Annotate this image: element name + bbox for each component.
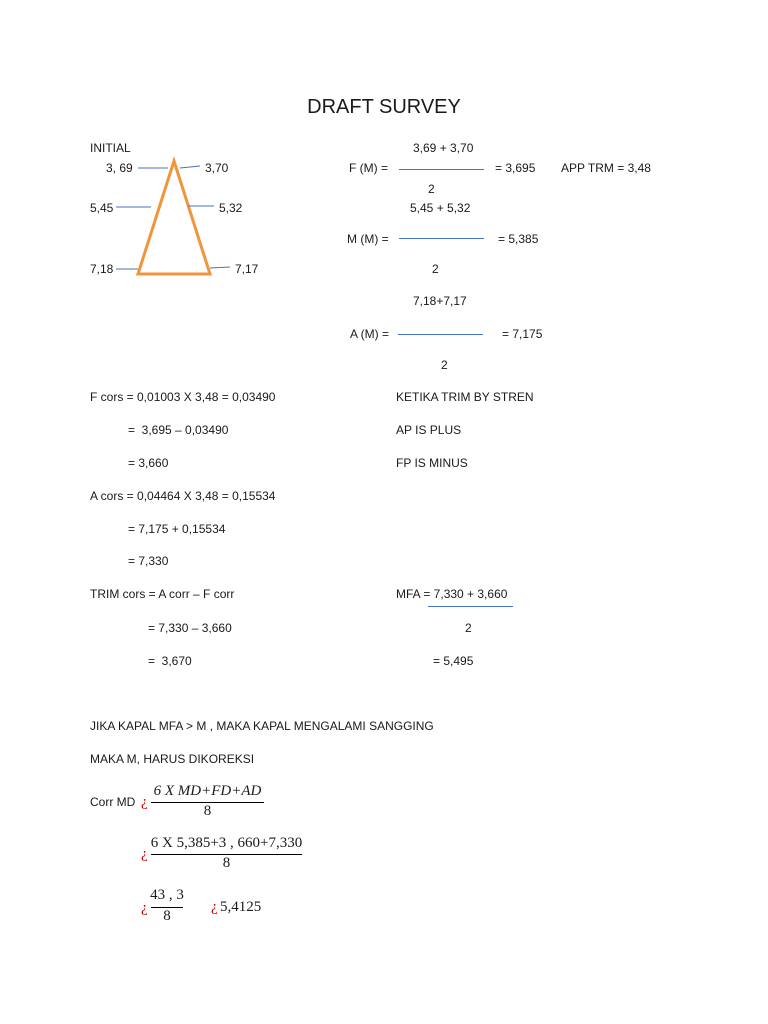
note-fp-minus: FP IS MINUS — [396, 456, 468, 470]
m-mean-numerator: 5,45 + 5,32 — [410, 201, 471, 215]
a-cors-line-3: = 7,330 — [128, 554, 169, 568]
note-trim-by-stern: KETIKA TRIM BY STREN — [396, 390, 534, 404]
mfa-numerator: MFA = 7,330 + 3,660 — [396, 587, 508, 601]
corr-md-glyph-4: ¿ — [211, 899, 218, 915]
trim-cors-line-3: = 3,670 — [148, 654, 192, 668]
corr-md-result: 5,4125 — [220, 899, 262, 915]
conclusion-line-1: JIKA KAPAL MFA > M , MAKA KAPAL MENGALAMI SANGGING — [90, 719, 434, 733]
corr-md-values-numerator: 6 X 5,385+3 , 660+7,330 — [150, 835, 303, 851]
draft-aft-stbd: 7,17 — [235, 262, 259, 276]
initial-label: INITIAL — [90, 141, 131, 155]
corr-md-glyph-2: ¿ — [141, 846, 148, 862]
draft-mid-port: 5,45 — [90, 201, 114, 215]
f-mean-label: F (M) = — [349, 161, 388, 175]
corr-md-formula-denominator: 8 — [203, 803, 212, 819]
a-cors-line-2: = 7,175 + 0,15534 — [128, 522, 226, 536]
f-mean-result: = 3,695 — [495, 161, 536, 175]
conclusion-line-2: MAKA M, HARUS DIKOREKSI — [90, 752, 255, 766]
mfa-fraction-bar — [428, 606, 513, 607]
corr-md-sum-denominator: 8 — [163, 908, 171, 924]
a-mean-numerator: 7,18+7,17 — [413, 294, 467, 308]
page-title: DRAFT SURVEY — [307, 96, 461, 118]
m-mean-denominator: 2 — [432, 262, 439, 276]
ship-triangle — [138, 161, 210, 274]
f-cors-line-1: F cors = 0,01003 X 3,48 = 0,03490 — [90, 390, 276, 404]
m-mean-fraction-bar — [399, 238, 484, 239]
a-mean-label: A (M) = — [350, 327, 390, 341]
a-mean-fraction-bar — [398, 334, 483, 335]
corr-md-sum-numerator: 43 , 3 — [150, 887, 184, 903]
mfa-denominator: 2 — [465, 621, 472, 635]
app-trim: APP TRM = 3,48 — [561, 161, 651, 175]
draft-fwd-port: 3, 69 — [106, 161, 133, 175]
note-ap-plus: AP IS PLUS — [396, 423, 462, 437]
f-mean-denominator: 2 — [428, 182, 435, 196]
a-cors-line-1: A cors = 0,04464 X 3,48 = 0,15534 — [90, 489, 276, 503]
f-cors-line-3: = 3,660 — [128, 456, 169, 470]
f-mean-numerator: 3,69 + 3,70 — [413, 141, 474, 155]
a-mean-result: = 7,175 — [502, 327, 543, 341]
draft-mid-stbd: 5,32 — [219, 201, 243, 215]
corr-md-glyph-3: ¿ — [141, 900, 148, 916]
a-mean-denominator: 2 — [441, 358, 448, 372]
trim-cors-line-2: = 7,330 – 3,660 — [148, 621, 232, 635]
leader-line-aft-stbd — [210, 267, 230, 268]
leader-line-fwd-stbd — [180, 166, 200, 168]
trim-cors-line-1: TRIM cors = A corr – F corr — [90, 587, 235, 601]
corr-md-glyph-1: ¿ — [141, 794, 148, 810]
f-mean-fraction-bar — [399, 169, 484, 170]
m-mean-label: M (M) = — [347, 232, 389, 246]
f-cors-line-2: = 3,695 – 0,03490 — [128, 423, 229, 437]
corr-md-values-denominator: 8 — [222, 855, 231, 871]
draft-fwd-stbd: 3,70 — [205, 161, 229, 175]
corr-md-formula-numerator: 6 X MD+FD+AD — [153, 783, 262, 799]
draft-aft-port: 7,18 — [90, 262, 114, 276]
m-mean-result: = 5,385 — [498, 232, 539, 246]
mfa-result: = 5,495 — [433, 654, 474, 668]
corr-md-label: Corr MD — [90, 795, 136, 809]
